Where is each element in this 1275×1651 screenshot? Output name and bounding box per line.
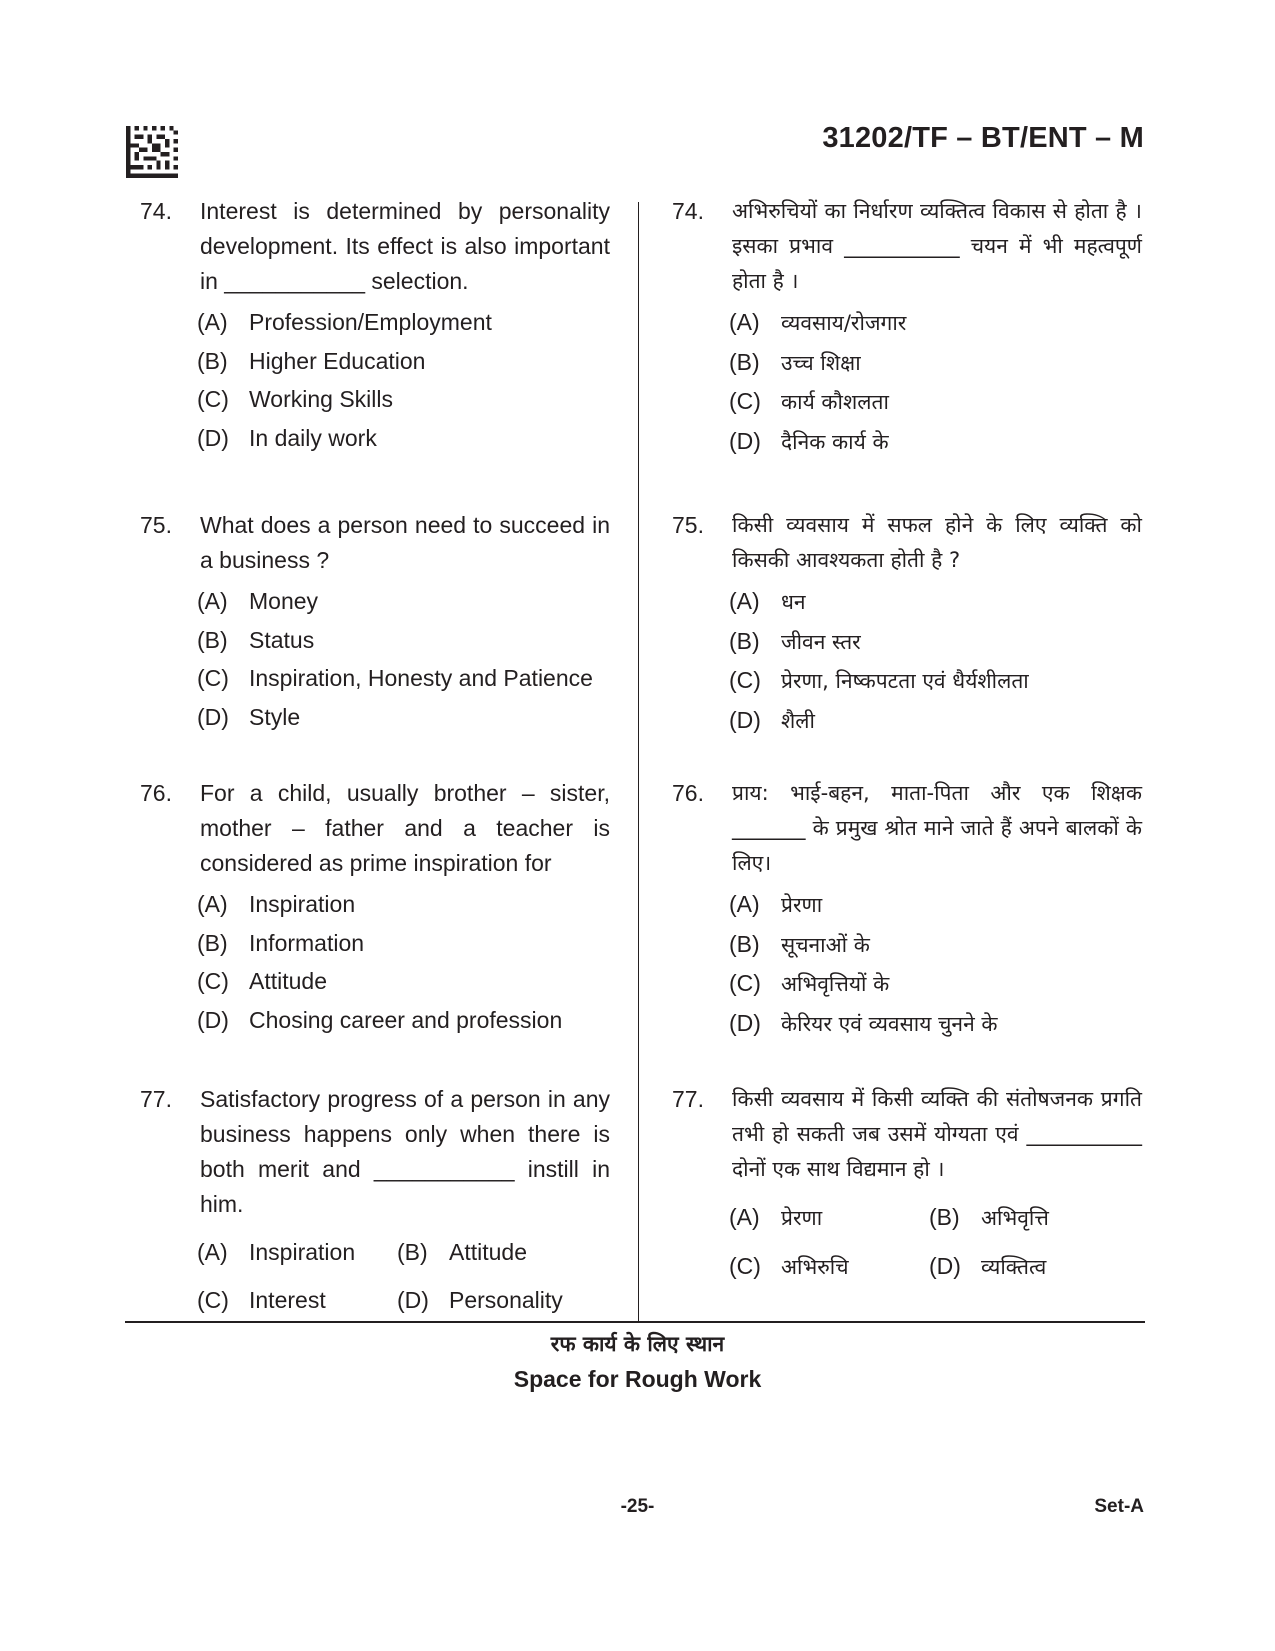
question-75-en <box>140 508 610 736</box>
data-matrix-code-icon <box>126 126 178 178</box>
options <box>197 582 610 736</box>
question-text: Interest is determined by personality development. Its effect is also important in ___________ selection. <box>200 198 610 294</box>
question-number: 75. <box>672 512 704 538</box>
options <box>729 885 1142 1043</box>
option-b: (B) उच्च शिक्षा <box>729 348 861 375</box>
option-c: (C) कार्य कौशलता <box>729 388 889 414</box>
option-b: (B) Higher Education <box>197 347 426 374</box>
rough-work-label: Space for Rough Work <box>513 1366 762 1392</box>
set-label: Set-A <box>1094 1496 1144 1517</box>
question-text: प्राय: भाई-बहन, माता-पिता और एक शिक्षक _______ के प्रमुख श्रोत माने जाते हैं अपने बालकों के लिए। <box>732 781 1142 875</box>
option-d: (D) Style <box>197 703 301 730</box>
option-c: (C) अभिवृत्तियों के <box>729 970 890 996</box>
option-a: (A) धन <box>729 588 806 614</box>
option-c: (C) Attitude <box>197 968 327 994</box>
question-text: अभिरुचियों का निर्धारण व्यक्तित्व विकास से होता है । इसका प्रभाव ___________ चयन में भी महत्वपूर्ण होता है । <box>732 199 1142 293</box>
column-divider <box>638 202 639 1322</box>
option-a: (A) Profession/Employment <box>197 309 492 335</box>
option-b: (B) Attitude <box>397 1239 527 1265</box>
question-74-hi <box>672 194 1142 461</box>
question-text: What does a person need to succeed in a business ? <box>200 512 610 573</box>
option-a: (A) Inspiration <box>197 891 356 917</box>
question-text: For a child, usually brother – sister, mother – father and a teacher is considered as prime inspiration for <box>200 780 610 876</box>
options <box>729 582 1142 740</box>
question-76-hi <box>672 776 1142 1043</box>
question-76-en <box>140 776 610 1039</box>
option-a: (A) प्रेरणा <box>729 891 823 917</box>
question-number: 74. <box>672 198 704 224</box>
question-number: 77. <box>672 1086 704 1112</box>
option-c: (C) Inspiration, Honesty and Patience <box>197 665 593 691</box>
bottom-rule <box>125 1321 1145 1323</box>
option-b: (B) अभिवृत्ति <box>929 1204 1049 1230</box>
page-number: -25- <box>620 1496 655 1517</box>
question-number: 75. <box>140 512 172 538</box>
option-b: (B) Status <box>197 626 315 653</box>
options <box>729 303 1142 461</box>
question-75-hi <box>672 508 1142 740</box>
option-a: (A) व्यवसाय/रोजगार <box>729 309 907 335</box>
options-grid <box>729 1193 1142 1291</box>
question-text: किसी व्यवसाय में किसी व्यक्ति की संतोषजनक प्रगति तभी हो सकती जब उसमें योग्यता एवं ___________ दोनों एक साथ विद्यमान हो । <box>732 1087 1142 1181</box>
question-77-en <box>140 1082 610 1324</box>
question-number: 77. <box>140 1086 172 1112</box>
option-d: (D) केरियर एवं व्यवसाय चुनने के <box>729 1009 998 1036</box>
option-a: (A) Inspiration <box>197 1239 356 1265</box>
options <box>197 885 610 1039</box>
question-text: Satisfactory progress of a person in any business happens only when there is both merit and ___________ instill in him. <box>200 1086 610 1217</box>
option-a: (A) Money <box>197 588 319 614</box>
option-b: (B) Information <box>197 929 365 956</box>
option-d: (D) Chosing career and profession <box>197 1006 563 1033</box>
option-c: (C) अभिरुचि <box>729 1253 849 1279</box>
option-b: (B) सूचनाओं के <box>729 930 870 957</box>
question-77-hi <box>672 1082 1142 1291</box>
option-a: (A) प्रेरणा <box>729 1204 823 1230</box>
options-grid <box>197 1228 610 1324</box>
option-d: (D) दैनिक कार्य के <box>729 427 889 454</box>
options <box>197 303 610 457</box>
option-d: (D) In daily work <box>197 424 377 451</box>
rough-work-label-hindi: रफ कार्य के लिए स्थान <box>550 1332 725 1356</box>
question-number: 74. <box>140 198 172 224</box>
paper-code: 31202/TF – BT/ENT – M <box>822 122 1144 154</box>
option-c: (C) Interest <box>197 1287 326 1313</box>
question-74-en <box>140 194 610 457</box>
question-text: किसी व्यवसाय में सफल होने के लिए व्यक्ति को किसकी आवश्यकता होती है ? <box>732 513 1142 572</box>
option-d: (D) व्यक्तित्व <box>929 1253 1047 1279</box>
option-d: (D) Personality <box>397 1287 563 1313</box>
option-d: (D) शैली <box>729 706 815 733</box>
question-number: 76. <box>140 780 172 806</box>
option-c: (C) Working Skills <box>197 386 393 412</box>
question-number: 76. <box>672 780 704 806</box>
option-c: (C) प्रेरणा, निष्कपटता एवं धैर्यशीलता <box>729 667 1029 693</box>
option-b: (B) जीवन स्तर <box>729 627 861 654</box>
